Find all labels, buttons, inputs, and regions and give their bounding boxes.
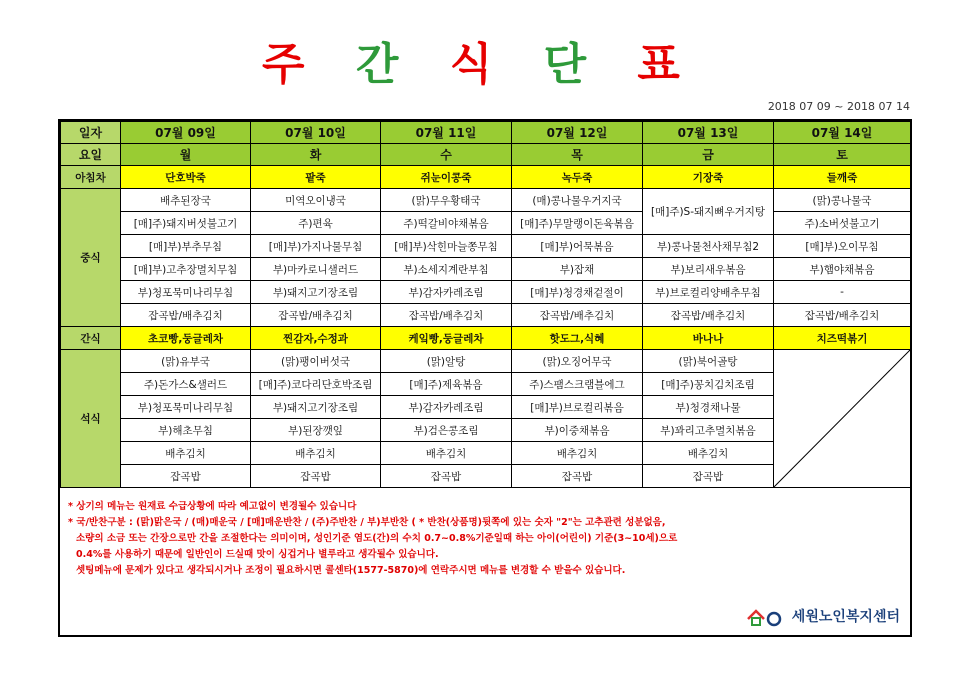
snack-cell: 바나나	[643, 327, 774, 350]
saturday-no-dinner-cell	[774, 350, 911, 488]
lunch-cell: 잡곡밥/배추김치	[643, 304, 774, 327]
lunch-row	[61, 281, 911, 304]
dinner-cell: 잡곡밥	[251, 465, 381, 488]
notes-section	[68, 499, 898, 579]
dinner-cell: 부)청경채나물	[643, 396, 774, 419]
day-cell: 금	[643, 144, 774, 166]
dinner-cell: 배추김치	[251, 442, 381, 465]
lunch-cell: 부)감자카레조림	[381, 281, 512, 304]
title-char-2: 간	[355, 39, 417, 90]
dinner-cell: 부)해초무침	[121, 419, 251, 442]
snack-row	[61, 327, 911, 350]
date-cell: 07월 12일	[512, 122, 643, 144]
note-line: 0.4%를 사용하기 때문에 일반인이 드실때 맛이 싱겁거나 별루라고 생각될수 있습니다.	[76, 549, 439, 560]
breakfast-cell: 들깨죽	[774, 166, 911, 189]
lunch-cell: [매]부)가지나물무침	[251, 235, 381, 258]
lunch-cell: 잡곡밥/배추김치	[381, 304, 512, 327]
diagonal-line	[774, 350, 910, 487]
lunch-cell: (맑)무우황태국	[381, 189, 512, 212]
lunch-cell: 부)돼지고기장조림	[251, 281, 381, 304]
lunch-row	[61, 189, 911, 212]
dinner-cell: 부)돼지고기장조림	[251, 396, 381, 419]
org-name: 세원노인복지센터	[791, 609, 900, 625]
day-cell: 수	[381, 144, 512, 166]
dinner-cell: (맑)유부국	[121, 350, 251, 373]
house-logo-icon	[746, 605, 786, 627]
weekly-menu-table	[60, 121, 911, 488]
note-line: * 상기의 메뉴는 원재료 수급상황에 따라 예고없이 변경될수 있습니다	[68, 501, 357, 512]
breakfast-cell: 팥죽	[251, 166, 381, 189]
dinner-cell: 잡곡밥	[512, 465, 643, 488]
lunch-cell: -	[774, 281, 911, 304]
date-cell: 07월 13일	[643, 122, 774, 144]
lunch-cell: 잡곡밥/배추김치	[251, 304, 381, 327]
lunch-cell: [매]주)돼지버섯불고기	[121, 212, 251, 235]
lunch-cell: [매]부)삭힌마늘쫑무침	[381, 235, 512, 258]
snack-cell: 치즈떡볶기	[774, 327, 911, 350]
lunch-cell: 잡곡밥/배추김치	[774, 304, 911, 327]
dinner-cell: 부)된장깻잎	[251, 419, 381, 442]
lunch-cell: 부)잡채	[512, 258, 643, 281]
date-cell: 07월 14일	[774, 122, 911, 144]
date-cell: 07월 11일	[381, 122, 512, 144]
title-char-4: 단	[543, 39, 605, 90]
dinner-cell: (맑)팽이버섯국	[251, 350, 381, 373]
menu-frame	[58, 119, 912, 637]
day-row	[61, 144, 911, 166]
breakfast-cell: 녹두죽	[512, 166, 643, 189]
lunch-cell: 미역오이냉국	[251, 189, 381, 212]
title-char-5: 표	[637, 39, 698, 90]
dinner-cell: (맑)북어골탕	[643, 350, 774, 373]
lunch-row	[61, 304, 911, 327]
lunch-cell: 부)콩나물천사채무침2	[643, 235, 774, 258]
dinner-cell: 부)꽈리고추멸치볶음	[643, 419, 774, 442]
date-cell: 07월 09일	[121, 122, 251, 144]
lunch-row	[61, 212, 911, 235]
lunch-row	[61, 235, 911, 258]
lunch-cell: 배추된장국	[121, 189, 251, 212]
title-char-3: 식	[449, 39, 511, 90]
dinner-cell: 부)청포묵미나리무침	[121, 396, 251, 419]
dinner-cell: [매]주)코다리단호박조림	[251, 373, 381, 396]
breakfast-label: 아침차	[61, 166, 121, 189]
date-row	[61, 122, 911, 144]
breakfast-cell: 쥐눈이콩죽	[381, 166, 512, 189]
lunch-cell: 주)떡갈비야채볶음	[381, 212, 512, 235]
title-char-1: 주	[262, 39, 323, 90]
dinner-cell: 주)스팸스크램블에그	[512, 373, 643, 396]
org-logo	[746, 605, 900, 627]
lunch-cell: 잡곡밥/배추김치	[121, 304, 251, 327]
date-range: 2018 07 09 ~ 2018 07 14	[767, 100, 910, 113]
lunch-cell: [매]부)청경채겉절이	[512, 281, 643, 304]
dinner-cell: 부)검은콩조림	[381, 419, 512, 442]
page-title	[0, 28, 960, 92]
lunch-cell: [매]주)S-돼지뼈우거지탕	[643, 189, 774, 235]
dinner-cell: 부)감자카레조림	[381, 396, 512, 419]
lunch-cell: 부)마카로니샐러드	[251, 258, 381, 281]
dinner-cell: (맑)알탕	[381, 350, 512, 373]
lunch-cell: 부)보리새우볶음	[643, 258, 774, 281]
lunch-label: 중식	[61, 189, 121, 327]
dinner-cell: 잡곡밥	[121, 465, 251, 488]
dinner-cell: 배추김치	[381, 442, 512, 465]
lunch-cell: 주)소버섯불고기	[774, 212, 911, 235]
dinner-cell: 배추김치	[512, 442, 643, 465]
lunch-cell: [매]부)고추장멸치무침	[121, 258, 251, 281]
lunch-cell: 잡곡밥/배추김치	[512, 304, 643, 327]
breakfast-cell: 기장죽	[643, 166, 774, 189]
lunch-cell: 부)브로컬리양배추무침	[643, 281, 774, 304]
lunch-cell: 주)편육	[251, 212, 381, 235]
lunch-cell: [매]주)무말랭이돈육볶음	[512, 212, 643, 235]
dinner-cell: 주)돈가스&샐러드	[121, 373, 251, 396]
lunch-cell: (매)콩나물우거지국	[512, 189, 643, 212]
note-line: * 국/반찬구분 : (맑)맑은국 / (매)매운국 / [매]매운반찬 / (주)주반찬 / 부)부반찬 ( * 반찬(상품명)뒷쪽에 있는 숫자 "2"는 고추관련 성분없음,	[68, 517, 666, 528]
note-line: 소량의 소금 또는 간장으로만 간을 조절한다는 의미이며, 성인기준 염도(간)의 수치 0.7~0.8%기준일때 하는 아이(어린이) 기준(3~10세)으로	[76, 533, 678, 544]
lunch-cell: [매]부)어묵볶음	[512, 235, 643, 258]
snack-cell: 핫도그,식혜	[512, 327, 643, 350]
lunch-cell: 부)청포묵미나리무침	[121, 281, 251, 304]
dinner-row	[61, 350, 911, 373]
lunch-cell: [매]부)오이무침	[774, 235, 911, 258]
dinner-cell: [매]주)꽁치김치조림	[643, 373, 774, 396]
dinner-cell: 잡곡밥	[381, 465, 512, 488]
snack-cell: 초코빵,둥글레차	[121, 327, 251, 350]
dinner-label: 석식	[61, 350, 121, 488]
note-line: 셋팅메뉴에 문제가 있다고 생각되시거나 조정이 필요하시면 콜센타(1577-5870)에 연락주시면 메뉴를 변경할 수 받을수 있습니다.	[76, 565, 626, 576]
date-label: 일자	[61, 122, 121, 144]
lunch-cell: 부)햄야채볶음	[774, 258, 911, 281]
snack-cell: 찐감자,수정과	[251, 327, 381, 350]
dinner-cell: [매]주)제육볶음	[381, 373, 512, 396]
lunch-cell: [매]부)부추무침	[121, 235, 251, 258]
snack-label: 간식	[61, 327, 121, 350]
day-cell: 화	[251, 144, 381, 166]
day-cell: 목	[512, 144, 643, 166]
lunch-row	[61, 258, 911, 281]
breakfast-cell: 단호박죽	[121, 166, 251, 189]
dinner-cell: 잡곡밥	[643, 465, 774, 488]
snack-cell: 케잌빵,둥글레차	[381, 327, 512, 350]
breakfast-row	[61, 166, 911, 189]
dinner-cell: (맑)오징어무국	[512, 350, 643, 373]
date-cell: 07월 10일	[251, 122, 381, 144]
day-label: 요일	[61, 144, 121, 166]
lunch-cell: 부)소세지계란부침	[381, 258, 512, 281]
lunch-cell: (맑)콩나물국	[774, 189, 911, 212]
day-cell: 토	[774, 144, 911, 166]
dinner-cell: 부)이중채볶음	[512, 419, 643, 442]
day-cell: 월	[121, 144, 251, 166]
dinner-cell: 배추김치	[643, 442, 774, 465]
dinner-cell: [매]부)브로컬리볶음	[512, 396, 643, 419]
dinner-cell: 배추김치	[121, 442, 251, 465]
